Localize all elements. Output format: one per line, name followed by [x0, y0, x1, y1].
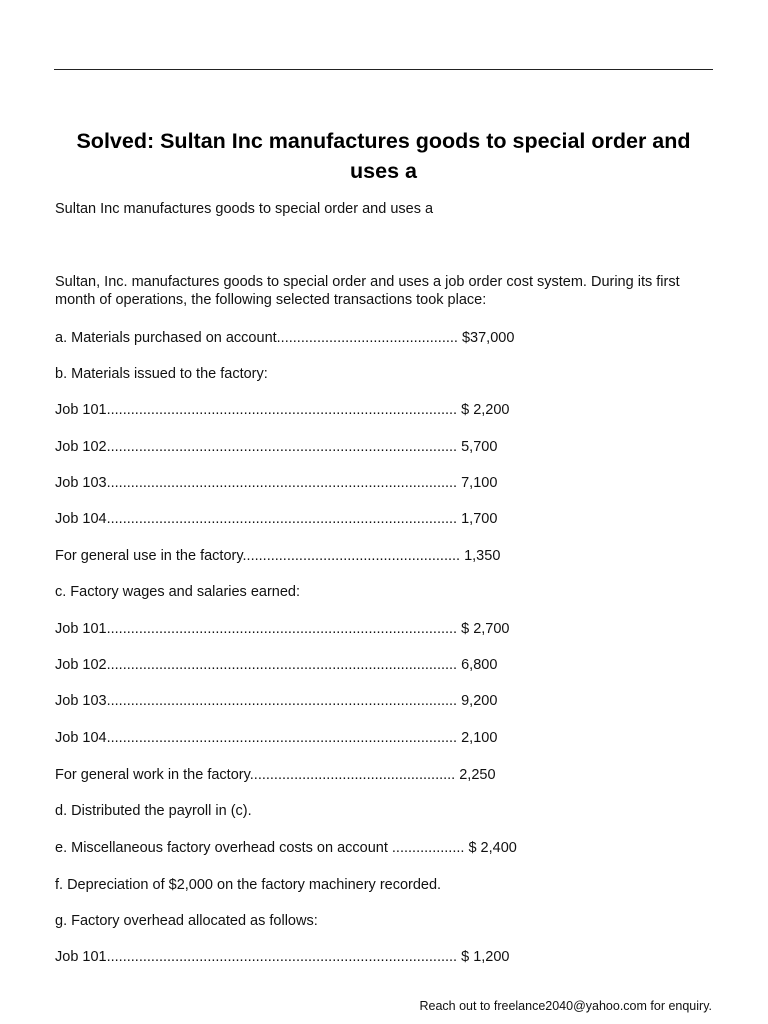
transaction-line: Job 104....................................................................................... 1,700 — [55, 511, 498, 527]
transaction-line: d. Distributed the payroll in (c). — [55, 803, 252, 819]
page-subtitle: Sultan Inc manufactures goods to special order and uses a — [55, 201, 434, 217]
transaction-line: f. Depreciation of $2,000 on the factory machinery recorded. — [55, 877, 442, 893]
transaction-line: Job 104....................................................................................... 2,100 — [55, 730, 498, 746]
transaction-line: Job 102....................................................................................... 5,700 — [55, 439, 498, 455]
transaction-line: e. Miscellaneous factory overhead costs on account .................. $ 2,400 — [55, 840, 517, 856]
transaction-line: For general work in the factory................................................... 2,250 — [55, 767, 496, 783]
transaction-line: Job 101....................................................................................... $ 1,200 — [55, 949, 510, 965]
transaction-line: a. Materials purchased on account............................................. $37,000 — [55, 330, 515, 346]
transaction-line: For general use in the factory...................................................... 1,350 — [55, 548, 501, 564]
transaction-line: g. Factory overhead allocated as follows: — [55, 913, 318, 929]
transaction-line: Job 101....................................................................................... $ 2,700 — [55, 621, 510, 637]
page-title: Solved: Sultan Inc manufactures goods to special order and uses a — [76, 129, 691, 183]
transaction-line: Job 103....................................................................................... 7,100 — [55, 475, 498, 491]
header-rule — [54, 69, 713, 70]
transaction-line: c. Factory wages and salaries earned: — [55, 584, 301, 600]
transaction-line: b. Materials issued to the factory: — [55, 366, 268, 382]
transaction-line: Job 102....................................................................................... 6,800 — [55, 657, 498, 673]
transaction-line: Job 101....................................................................................... $ 2,200 — [55, 402, 510, 418]
contact-footer: Reach out to freelance2040@yahoo.com for enquiry. — [419, 999, 712, 1013]
transaction-line: Job 103....................................................................................... 9,200 — [55, 693, 498, 709]
intro-paragraph: Sultan, Inc. manufactures goods to special order and uses a job order cost system. During its first month of operations, the following selected transactions took place: — [55, 274, 680, 308]
